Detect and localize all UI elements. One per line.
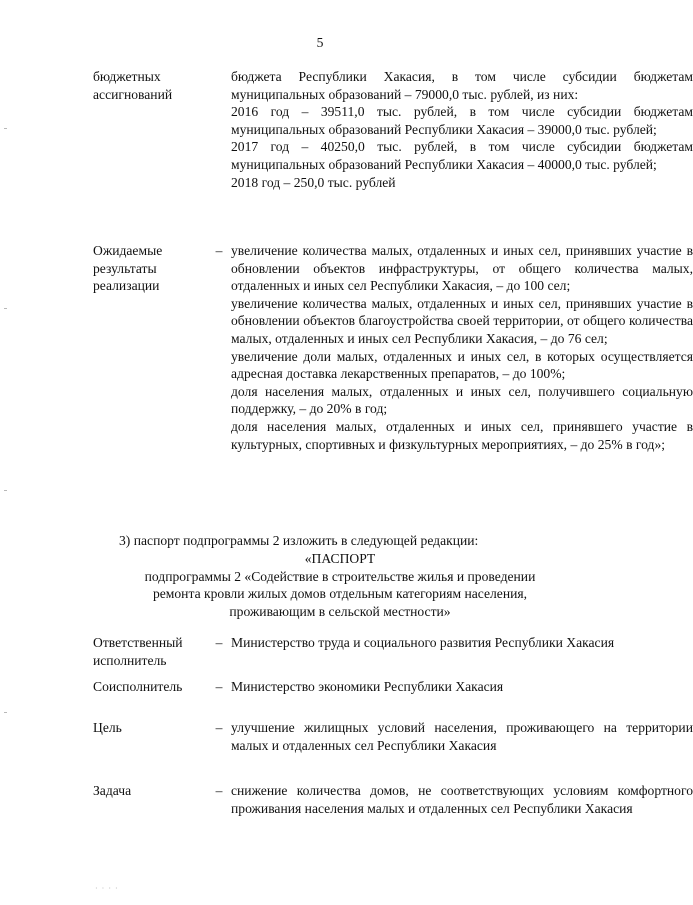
budget-label-line: ассигнований xyxy=(93,86,173,102)
co-executor-label xyxy=(93,678,211,696)
row-dash: – xyxy=(215,635,223,650)
results-label-line: результаты xyxy=(93,260,157,276)
page-number: 5 xyxy=(316,35,324,50)
results-dash: – xyxy=(215,243,223,258)
results-paragraph: увеличение количества малых, отдаленных и иных сел, принявших участие в обновлении объектов благоустройства своей территории, от общего количества малых, отдаленных и иных сел Республики Хакасия, – до 76 сел; xyxy=(231,295,693,346)
amendment-intro: 3) паспорт подпрограммы 2 изложить в следующей редакции: xyxy=(119,533,479,548)
budget-paragraph: 2018 год – 250,0 тыс. рублей xyxy=(231,174,396,190)
passport-subtitle-line: ремонта кровли жилых домов отдельным категориям населения, xyxy=(152,586,528,602)
budget-paragraph: 2017 год – 40250,0 тыс. рублей, в том числе субсидии бюджетам муниципальных образований Республики Хакасия – 40000,0 тыс. рублей; xyxy=(231,139,693,172)
budget-label-line: бюджетных xyxy=(93,69,161,84)
scan-mark: · · · · xyxy=(95,884,119,893)
label-line: Цель xyxy=(93,720,122,735)
results-paragraph: увеличение доли малых, отдаленных и иных сел, в которых осуществляется адресная доставка лекарственных препаратов, – до 100%; xyxy=(231,348,693,382)
budget-label xyxy=(93,68,211,103)
results-label xyxy=(93,242,211,295)
passport-subtitle-line: проживающим в сельской местности» xyxy=(229,603,451,619)
results-value xyxy=(231,242,693,453)
results-paragraph: увеличение количества малых, отдаленных и иных сел, принявших участие в обновлении объектов инфраструктуры, от общего количества малых, отдаленных и иных сел Республики Хакасия, – до 100 сел; xyxy=(231,243,693,294)
budget-value xyxy=(231,68,693,191)
row-dash: – xyxy=(215,783,223,798)
task-label xyxy=(93,782,211,800)
passport-title: «ПАСПОРТ xyxy=(304,551,376,566)
budget-paragraph: бюджета Республики Хакасия, в том числе субсидии бюджетам муниципальных образований – 79000,0 тыс. рублей, из них: xyxy=(231,69,693,102)
label-line: исполнитель xyxy=(93,652,167,668)
row-text: улучшение жилищных условий населения, проживающего на территории малых и отдаленных сел Республики Хакасия xyxy=(231,720,693,753)
scan-mark xyxy=(4,712,7,713)
budget-paragraph: 2016 год – 39511,0 тыс. рублей, в том числе субсидии бюджетам муниципальных образований Республики Хакасия – 39000,0 тыс. рублей; xyxy=(231,104,693,137)
label-line: Ответственный xyxy=(93,635,183,650)
label-line: Задача xyxy=(93,783,132,798)
row-text: снижение количества домов, не соответствующих условиям комфортного проживания населения малых и отдаленных сел Республики Хакасия xyxy=(231,783,693,816)
co-executor-value xyxy=(231,678,693,696)
task-value xyxy=(231,782,693,817)
responsible-executor-label xyxy=(93,634,211,669)
row-text: Министерство труда и социального развития Республики Хакасия xyxy=(231,635,615,650)
scan-mark xyxy=(4,490,7,491)
goal-label xyxy=(93,719,211,737)
row-dash: – xyxy=(215,720,223,735)
results-label-line: Ожидаемые xyxy=(93,243,163,258)
scan-mark xyxy=(4,128,7,129)
row-dash: – xyxy=(215,679,223,694)
responsible-executor-value xyxy=(231,634,693,652)
results-paragraph: доля населения малых, отдаленных и иных сел, принявшего участие в культурных, спортивных и физкультурных мероприятиях, – до 25% в год»; xyxy=(231,418,693,452)
passport-subtitle-line: подпрограммы 2 «Содействие в строительстве жилья и проведении xyxy=(144,568,536,584)
results-label-line: реализации xyxy=(93,278,160,294)
row-text: Министерство экономики Республики Хакасия xyxy=(231,679,504,694)
goal-value xyxy=(231,719,693,754)
results-paragraph: доля населения малых, отдаленных и иных сел, получившего социальную поддержку, – до 20% в год; xyxy=(231,383,693,417)
passport-heading xyxy=(90,550,590,620)
scan-mark xyxy=(4,308,7,309)
label-line: Соисполнитель xyxy=(93,679,183,694)
